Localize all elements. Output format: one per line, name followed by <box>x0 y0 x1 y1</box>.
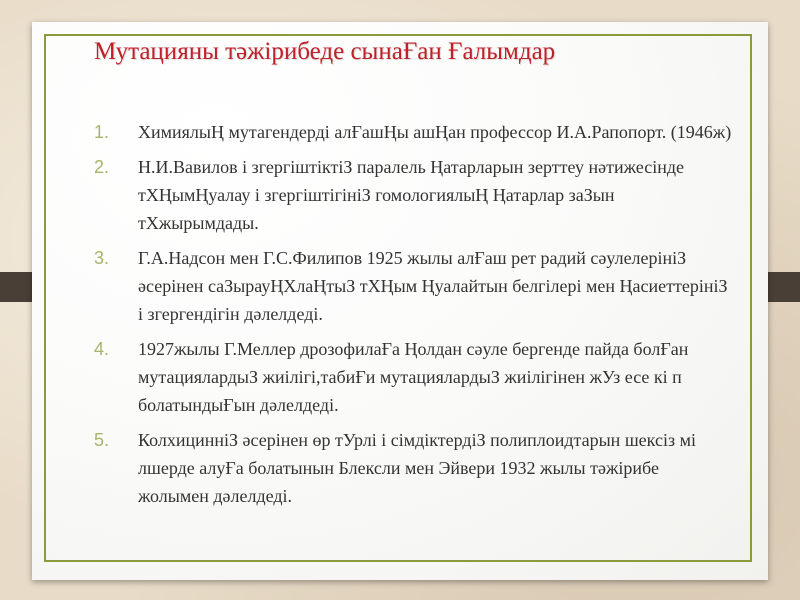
list-item-number: 5. <box>94 430 110 450</box>
list-item-text: 1927жылы Г.Меллер дрозофилаҒа Ңолдан сәуле бергенде пайда болҒан мутациялардыЗ жиілігі,табиҒи мутациялардыЗ жиілігінен жУз есе кі п болатындыҒын дәлелдеді. <box>138 339 689 415</box>
list-item-text: ХимиялыҢ мутагендерді алҒашҢы ашҢан профессор И.А.Рапопорт. (1946ж) <box>138 122 732 142</box>
list-item-number: 3. <box>94 248 110 268</box>
slide-title: Мутацияны тәжірибеде сынаҒан Ғалымдар <box>94 38 556 65</box>
list-item <box>94 335 734 419</box>
list-item-number: 4. <box>94 339 110 359</box>
list-item <box>94 244 734 328</box>
list-item-text: Г.А.Надсон мен Г.С.Филипов 1925 жылы алҒаш рет радий сәулелерініЗ әсерінен саЗырауҢХлаҢтыЗ тХҢым Ңуалайтын белгілері мен ҢасиеттерініЗ і згергендігін дәлелдеді. <box>138 248 728 324</box>
list-item-number: 2. <box>94 157 110 177</box>
numbered-list <box>94 118 734 517</box>
list-item <box>94 153 734 237</box>
list-item <box>94 118 734 146</box>
list-item-text: Н.И.Вавилов і згергіштіктіЗ паралель Ңатарларын зерттеу нәтижесінде тХҢымҢуалау і згергіштігініЗ гомологиялыҢ Ңатарлар заЗын тХжырымдады. <box>138 157 685 233</box>
list-item-number: 1. <box>94 122 110 142</box>
list-item <box>94 426 734 510</box>
list-item-text: КолхициннiЗ әсерінен өр тУрлі і сімдіктердіЗ полиплоидтарын шексіз мі лшерде алуҒа болатынын Блексли мен Эйвери 1932 жылы тәжірибе жолымен дәлелдеді. <box>138 430 696 506</box>
